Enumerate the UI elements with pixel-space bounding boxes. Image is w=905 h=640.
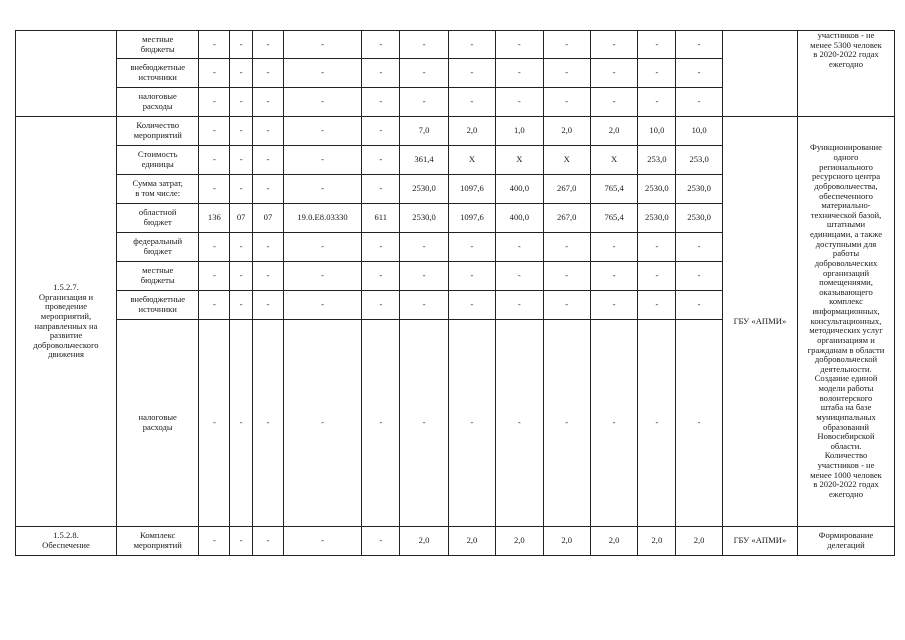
value-cell: -	[676, 262, 722, 291]
value-cell: -	[362, 175, 400, 204]
value-cell: -	[590, 233, 637, 262]
value-cell: 2,0	[496, 527, 543, 556]
value-cell: -	[496, 262, 543, 291]
value-cell: -	[199, 59, 230, 88]
indicator-label: налоговые расходы	[116, 320, 198, 527]
value-cell: 19.0.E8.03330	[283, 204, 361, 233]
value-cell: -	[676, 31, 722, 59]
value-cell: -	[400, 233, 448, 262]
value-cell: -	[199, 146, 230, 175]
value-cell: -	[676, 88, 722, 117]
value-cell: -	[230, 59, 253, 88]
value-cell: -	[638, 291, 676, 320]
value-cell: -	[230, 88, 253, 117]
value-cell: -	[283, 59, 361, 88]
result-text: Функционирование одного регионального ресурсного центра добровольчества, обеспеченного материально- технической базой, штатными единицами, а также доступными для работы добровольческих организаций помещениями, оказывающего комплекс информационных, консультационных, методических услуг организациям и гражданам в области добровольческой деятельности. Создание единой модели работы волонтерского штаба на базе муниципальных образований Новосибирской области. Количество участников - не менее 1000 человек в 2020-2022 годах ежегодно	[798, 117, 895, 527]
value-cell: 10,0	[676, 117, 722, 146]
value-cell: -	[199, 117, 230, 146]
value-cell: -	[448, 291, 495, 320]
value-cell: -	[199, 527, 230, 556]
budget-table	[15, 30, 895, 556]
value-cell: -	[252, 31, 283, 59]
value-cell: -	[496, 233, 543, 262]
value-cell: -	[362, 146, 400, 175]
value-cell: -	[230, 31, 253, 59]
value-cell: -	[252, 175, 283, 204]
value-cell: -	[252, 527, 283, 556]
value-cell: -	[543, 262, 590, 291]
indicator-label: областной бюджет	[116, 204, 198, 233]
value-cell: 267,0	[543, 204, 590, 233]
value-cell: -	[400, 291, 448, 320]
value-cell: -	[283, 31, 361, 59]
indicator-label: местные бюджеты	[116, 262, 198, 291]
value-cell: -	[496, 291, 543, 320]
value-cell: 10,0	[638, 117, 676, 146]
value-cell: -	[448, 31, 495, 59]
value-cell: -	[199, 175, 230, 204]
value-cell: -	[362, 527, 400, 556]
value-cell: 07	[230, 204, 253, 233]
value-cell: -	[676, 291, 722, 320]
value-cell: -	[252, 146, 283, 175]
value-cell: X	[543, 146, 590, 175]
indicator-label: Комплекс мероприятий	[116, 527, 198, 556]
value-cell: 400,0	[496, 204, 543, 233]
value-cell: 267,0	[543, 175, 590, 204]
value-cell: -	[283, 320, 361, 527]
value-cell: -	[199, 233, 230, 262]
value-cell: -	[543, 31, 590, 59]
value-cell: -	[448, 233, 495, 262]
value-cell: -	[252, 291, 283, 320]
value-cell: -	[283, 175, 361, 204]
value-cell: 7,0	[400, 117, 448, 146]
value-cell: -	[362, 291, 400, 320]
value-cell: -	[283, 527, 361, 556]
value-cell: -	[638, 88, 676, 117]
value-cell: -	[252, 262, 283, 291]
value-cell: -	[230, 175, 253, 204]
value-cell: -	[199, 262, 230, 291]
value-cell: 07	[252, 204, 283, 233]
value-cell: -	[638, 31, 676, 59]
value-cell: -	[676, 320, 722, 527]
value-cell: 1,0	[496, 117, 543, 146]
value-cell: -	[496, 59, 543, 88]
value-cell: 2,0	[676, 527, 722, 556]
value-cell: 2530,0	[638, 204, 676, 233]
indicator-label: Сумма затрат, в том числе:	[116, 175, 198, 204]
table-row	[16, 117, 895, 146]
activity-name-cell	[16, 31, 117, 117]
executor-name: ГБУ «АПМИ»	[722, 527, 797, 556]
value-cell: 2,0	[543, 527, 590, 556]
value-cell: 611	[362, 204, 400, 233]
value-cell: 2530,0	[676, 204, 722, 233]
value-cell: -	[400, 88, 448, 117]
value-cell: -	[362, 88, 400, 117]
value-cell: -	[543, 88, 590, 117]
value-cell: 253,0	[638, 146, 676, 175]
activity-name: 1.5.2.7. Организация и проведение мероприятий, направленных на развитие добровольческого движения	[16, 117, 117, 527]
value-cell: -	[283, 291, 361, 320]
value-cell: -	[252, 59, 283, 88]
value-cell: 2,0	[543, 117, 590, 146]
value-cell: -	[590, 320, 637, 527]
value-cell: 2,0	[590, 117, 637, 146]
value-cell: -	[448, 88, 495, 117]
value-cell: 136	[199, 204, 230, 233]
value-cell: -	[252, 233, 283, 262]
indicator-label: местные бюджеты	[116, 31, 198, 59]
value-cell: -	[362, 59, 400, 88]
value-cell: -	[676, 59, 722, 88]
value-cell: X	[590, 146, 637, 175]
value-cell: -	[230, 117, 253, 146]
executor-name: ГБУ «АПМИ»	[722, 117, 797, 527]
value-cell: -	[638, 262, 676, 291]
value-cell: -	[448, 320, 495, 527]
value-cell: -	[496, 31, 543, 59]
value-cell: -	[362, 117, 400, 146]
value-cell: -	[590, 262, 637, 291]
value-cell: -	[543, 233, 590, 262]
value-cell: -	[199, 320, 230, 527]
value-cell: -	[230, 146, 253, 175]
value-cell: 2,0	[400, 527, 448, 556]
table-body	[16, 31, 895, 556]
value-cell: -	[590, 88, 637, 117]
value-cell: -	[543, 59, 590, 88]
value-cell: -	[283, 88, 361, 117]
value-cell: -	[543, 320, 590, 527]
value-cell: -	[676, 233, 722, 262]
value-cell: -	[638, 59, 676, 88]
value-cell: 765,4	[590, 204, 637, 233]
indicator-label: Стоимость единицы	[116, 146, 198, 175]
value-cell: 253,0	[676, 146, 722, 175]
value-cell: -	[590, 31, 637, 59]
value-cell: -	[199, 291, 230, 320]
value-cell: 2,0	[638, 527, 676, 556]
value-cell: 2,0	[448, 527, 495, 556]
indicator-label: внебюджетные источники	[116, 59, 198, 88]
value-cell: -	[283, 146, 361, 175]
table-row	[16, 31, 895, 59]
value-cell: -	[252, 88, 283, 117]
value-cell: 765,4	[590, 175, 637, 204]
value-cell: -	[400, 31, 448, 59]
value-cell: 1097,6	[448, 204, 495, 233]
value-cell: -	[230, 233, 253, 262]
value-cell: -	[362, 233, 400, 262]
value-cell: -	[362, 262, 400, 291]
value-cell: -	[199, 31, 230, 59]
value-cell: -	[362, 320, 400, 527]
value-cell: X	[448, 146, 495, 175]
value-cell: 2,0	[448, 117, 495, 146]
value-cell: -	[400, 262, 448, 291]
value-cell: -	[400, 320, 448, 527]
value-cell: -	[590, 59, 637, 88]
value-cell: -	[230, 291, 253, 320]
value-cell: X	[496, 146, 543, 175]
value-cell: -	[590, 291, 637, 320]
value-cell: -	[230, 527, 253, 556]
value-cell: -	[638, 233, 676, 262]
value-cell: -	[362, 31, 400, 59]
value-cell: 2530,0	[400, 204, 448, 233]
value-cell: -	[199, 88, 230, 117]
result-text: участников - не менее 5300 человек в 2020-2022 годах ежегодно	[798, 31, 895, 117]
value-cell: -	[230, 320, 253, 527]
value-cell: -	[283, 233, 361, 262]
value-cell: 400,0	[496, 175, 543, 204]
value-cell: 2530,0	[676, 175, 722, 204]
value-cell: -	[283, 262, 361, 291]
value-cell: 361,4	[400, 146, 448, 175]
value-cell: -	[448, 262, 495, 291]
value-cell: -	[496, 88, 543, 117]
value-cell: -	[448, 59, 495, 88]
value-cell: -	[638, 320, 676, 527]
value-cell: 2,0	[590, 527, 637, 556]
indicator-label: внебюджетные источники	[116, 291, 198, 320]
value-cell: 2530,0	[638, 175, 676, 204]
value-cell: 2530,0	[400, 175, 448, 204]
indicator-label: федеральный бюджет	[116, 233, 198, 262]
indicator-label: налоговые расходы	[116, 88, 198, 117]
indicator-label: Количество мероприятий	[116, 117, 198, 146]
value-cell: -	[252, 117, 283, 146]
activity-name: 1.5.2.8. Обеспечение	[16, 527, 117, 556]
value-cell: -	[496, 320, 543, 527]
value-cell: -	[283, 117, 361, 146]
value-cell: -	[252, 320, 283, 527]
table-row	[16, 527, 895, 556]
result-text: Формирование делегаций	[798, 527, 895, 556]
executor-cell	[722, 31, 797, 117]
value-cell: 1097,6	[448, 175, 495, 204]
value-cell: -	[400, 59, 448, 88]
value-cell: -	[230, 262, 253, 291]
value-cell: -	[543, 291, 590, 320]
